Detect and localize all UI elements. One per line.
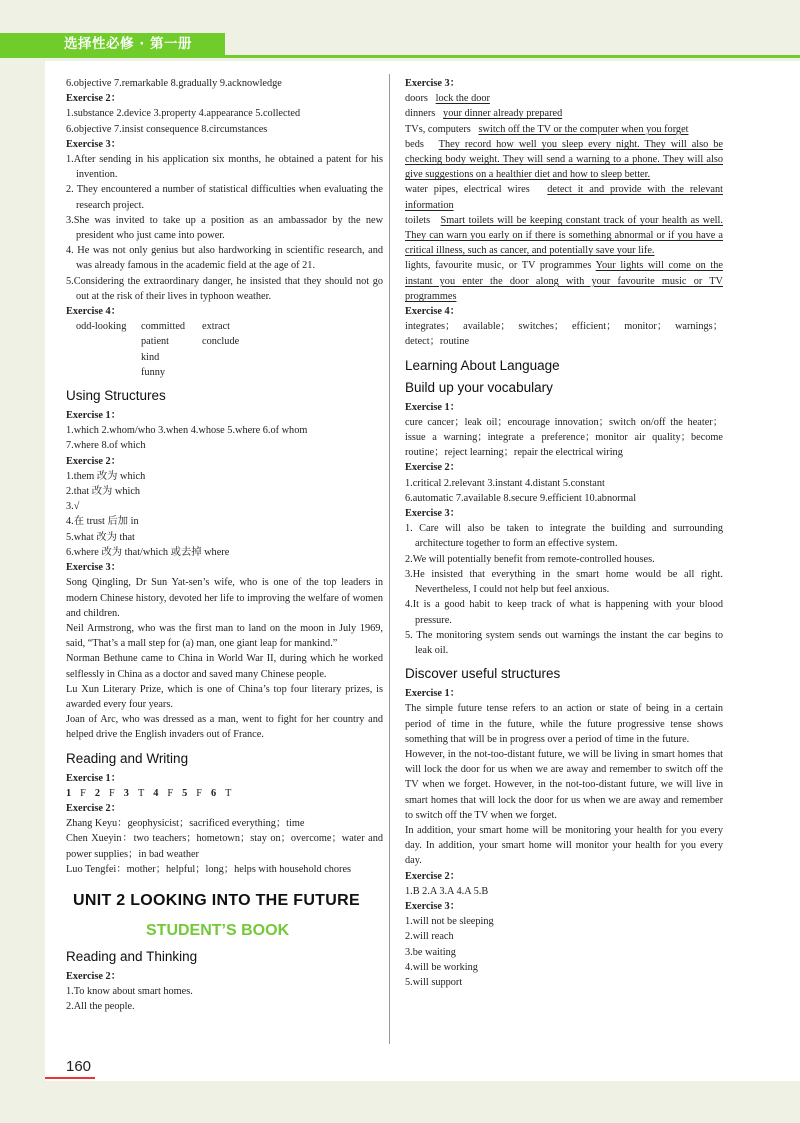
exercise-heading: Exercise 2： bbox=[66, 802, 121, 814]
device-key: toilets bbox=[405, 214, 431, 226]
word: committed bbox=[141, 321, 186, 333]
tf-value: F bbox=[196, 787, 203, 799]
device-answer: They record how well you sleep every night. They will also be checking body weight. They will send a warning to a phone. They will also give suggestions on a healthier diet and how to sleep better. bbox=[405, 138, 723, 181]
sentence: 2.We will potentially benefit from remote-controlled houses. bbox=[405, 553, 655, 565]
paragraph: Joan of Arc, who was dressed as a man, went to fight for her country and helped drive the English invaders out of France. bbox=[66, 714, 383, 741]
word bbox=[76, 365, 141, 380]
profile-line: Luo Tengfei：mother；helpful；long；helps with household chores bbox=[66, 863, 352, 875]
word-grid bbox=[66, 319, 383, 380]
section-learning-language: Learning About Language bbox=[405, 357, 560, 373]
correction-item: 4.在 trust 后加 in bbox=[66, 516, 139, 528]
device-answer: your dinner already prepared bbox=[443, 108, 563, 120]
paragraph: The simple future tense refers to an action or state of being in a certain period of time in the future, while the future progressive tense shows something that will be in progress over a period of time in the future. bbox=[405, 703, 723, 745]
tf-num: 5 bbox=[182, 787, 188, 799]
device-row bbox=[405, 258, 723, 304]
correction-item: 3.√ bbox=[66, 501, 80, 513]
device-row bbox=[405, 122, 723, 137]
exercise-heading: Exercise 3： bbox=[405, 78, 460, 89]
device-key: water pipes, electrical wires bbox=[405, 184, 530, 196]
answer-line: 6.objective 7.insist consequence 8.circumstances bbox=[66, 123, 268, 135]
device-key: beds bbox=[405, 138, 424, 150]
word: patient bbox=[141, 336, 170, 348]
sentence-5: 5.Considering the extraordinary danger, he insisted that they should not go out at the risk of their lives in typhoon weather. bbox=[66, 275, 383, 302]
sentence-3: 3.She was invited to take up a position as an ambassador by the new president who just came into power. bbox=[66, 214, 383, 242]
answer-item: 4.will be working bbox=[405, 961, 478, 973]
answer-line: 1.which 2.whom/who 3.when 4.whose 5.where 6.of whom bbox=[66, 425, 308, 437]
device-answer: lock the door bbox=[435, 93, 490, 105]
exercise-heading: Exercise 3： bbox=[405, 508, 460, 520]
answer-line: integrates； available； switches； efficient； monitor； warnings； detect；routine bbox=[405, 321, 723, 348]
exercise-heading: Exercise 4： bbox=[405, 306, 460, 318]
exercise-heading: Exercise 4： bbox=[66, 306, 121, 318]
tf-num: 2 bbox=[94, 787, 101, 799]
profile-line: Zhang Keyu：geophysicist；sacrificed everything；time bbox=[66, 818, 305, 830]
sentence: 4.It is a good habit to keep track of what is happening with your blood pressure. bbox=[405, 599, 723, 626]
answer-item: 1.will not be sleeping bbox=[405, 916, 494, 928]
answer-item: 3.be waiting bbox=[405, 946, 456, 958]
vocab-line: 6.objective 7.remarkable 8.gradually 9.acknowledge bbox=[66, 78, 282, 89]
tf-value: T bbox=[137, 787, 145, 799]
answer-line: 1.critical 2.relevant 3.instant 4.distant 5.constant bbox=[405, 477, 605, 489]
page-number-rule bbox=[45, 1077, 95, 1079]
tf-num: 4 bbox=[153, 787, 159, 799]
section-reading-writing: Reading and Writing bbox=[66, 750, 189, 766]
word: kind bbox=[141, 351, 160, 363]
device-answer: switch off the TV or the computer when you forget bbox=[478, 123, 689, 135]
tf-num: 6 bbox=[211, 787, 217, 799]
tf-num: 3 bbox=[123, 787, 129, 799]
answer-line: 2.All the people. bbox=[66, 1001, 135, 1013]
answer-item: 2.will reach bbox=[405, 931, 454, 943]
paragraph: Neil Armstrong, who was the first man to land on the moon in July 1969, said, “That’s a mall step for (a) man, one giant leap for mankind.” bbox=[66, 622, 383, 650]
exercise-heading: Exercise 1： bbox=[405, 401, 460, 413]
exercise-heading: Exercise 2： bbox=[405, 462, 460, 474]
unit-title: UNIT 2 LOOKING INTO THE FUTURE bbox=[73, 891, 360, 909]
tf-value: F bbox=[167, 787, 174, 799]
left-column bbox=[66, 76, 383, 1015]
answer-item: 5.will support bbox=[405, 976, 463, 988]
correction-item: 2.that 改为 which bbox=[66, 486, 141, 498]
device-answer: detect it and provide with the relevant information bbox=[405, 184, 723, 211]
exercise-heading: Exercise 3： bbox=[66, 138, 121, 150]
correction-item: 5.what 改为 that bbox=[66, 531, 135, 543]
section-using-structures: Using Structures bbox=[66, 388, 166, 404]
word bbox=[202, 350, 262, 365]
exercise-heading: Exercise 3： bbox=[405, 900, 460, 912]
device-key: doors bbox=[405, 93, 428, 105]
paragraph: Norman Bethune came to China in World War II, during which he worked selflessly in China as a doctor and saved many Chinese people. bbox=[66, 653, 383, 680]
sentence: 1. Care will also be taken to integrate the building and surrounding architecture together to form an effective system. bbox=[405, 523, 723, 550]
answer-line: 1.To know about smart homes. bbox=[66, 986, 193, 998]
book-title: 选择性必修 · 第一册 bbox=[64, 36, 193, 52]
tf-value: T bbox=[225, 787, 232, 799]
device-row bbox=[405, 137, 723, 183]
tf-num: 1 bbox=[66, 787, 72, 799]
answer-line: 7.where 8.of which bbox=[66, 440, 146, 452]
exercise-heading: Exercise 2： bbox=[405, 870, 460, 882]
sentence: 5. The monitoring system sends out warnings the instant the car begins to leak oil. bbox=[405, 629, 723, 656]
word: conclude bbox=[202, 336, 240, 348]
paragraph: Song Qingling, Dr Sun Yat-sen’s wife, who is one of the top leaders in modern Chinese history, devoted her life to improving the welfare of women and children. bbox=[66, 577, 383, 619]
word bbox=[202, 365, 262, 380]
device-answer: Your lights will come on the instant you enter the door along with your favourite music or TV programmes bbox=[405, 260, 723, 302]
paragraph: However, in the not-too-distant future, we will be living in smart homes that will lock the door for us when we are away and remember to switch off the TV when we forget. However, in the not-too-distant future, we will live in smart homes that will lock the door for us when we are away and remember to switch off the TV when we forget. bbox=[405, 748, 723, 821]
exercise-heading: Exercise 1： bbox=[405, 688, 460, 700]
right-column bbox=[405, 76, 723, 990]
tf-answers bbox=[66, 786, 383, 801]
device-key: dinners bbox=[405, 108, 436, 120]
exercise-heading: Exercise 2： bbox=[66, 93, 121, 105]
answer-line: cure cancer；leak oil；encourage innovation；switch on/off the heater；issue a warning；integrate a preference；monitor air quality；become routine；reject learning；repair the electrical wiring bbox=[405, 416, 723, 459]
word bbox=[76, 334, 141, 349]
exercise-heading: Exercise 1： bbox=[66, 772, 121, 784]
paragraph: In addition, your smart home will be monitoring your health for you every day. In addition, your smart home will monitor your health for you every day. bbox=[405, 824, 723, 867]
device-row bbox=[405, 213, 723, 259]
sentence-4: 4. He was not only genius but also hardworking in scientific research, and was already famous in the academic field at the age of 21. bbox=[66, 245, 383, 272]
device-row bbox=[405, 91, 723, 106]
sentence: 3.He insisted that everything in the smart home would be all right. Nevertheless, I could not help but feel anxious. bbox=[405, 568, 723, 596]
device-row bbox=[405, 106, 723, 121]
exercise-heading: Exercise 2： bbox=[66, 970, 121, 982]
answer-line: 1.substance 2.device 3.property 4.appearance 5.collected bbox=[66, 108, 301, 120]
device-answer: Smart toilets will be keeping constant track of your health as well. They can warn you early on if there is something abnormal or if you have a critical illness, such as cancer, and potentially save your life. bbox=[405, 214, 723, 257]
students-book-heading: STUDENT’S BOOK bbox=[146, 921, 290, 939]
profile-line: Chen Xueyin：two teachers；hometown；stay on；overcome；water and power supplies；in bad weather bbox=[66, 833, 383, 860]
header-rule bbox=[0, 55, 800, 58]
answer-line: 6.automatic 7.available 8.secure 9.efficient 10.abnormal bbox=[405, 492, 637, 504]
page-number: 160 bbox=[66, 1058, 92, 1075]
exercise-heading: Exercise 3： bbox=[66, 562, 121, 574]
sentence-1: 1.After sending in his application six months, he obtained a patent for his invention. bbox=[66, 154, 383, 181]
paragraph: Lu Xun Literary Prize, which is one of China’s top four literary prizes, is awarded every four years. bbox=[66, 683, 383, 710]
word: funny bbox=[141, 366, 166, 378]
exercise-heading: Exercise 1： bbox=[66, 410, 121, 422]
device-key: lights, favourite music, or TV programmes bbox=[405, 260, 592, 272]
column-divider bbox=[389, 74, 390, 1044]
word bbox=[76, 350, 141, 365]
word: extract bbox=[202, 321, 231, 333]
correction-item: 1.them 改为 which bbox=[66, 470, 146, 482]
subsection-vocabulary: Build up your vocabulary bbox=[405, 379, 553, 395]
answer-line: 1.B 2.A 3.A 4.A 5.B bbox=[405, 885, 489, 897]
subsection-structures: Discover useful structures bbox=[405, 666, 561, 682]
section-reading-thinking: Reading and Thinking bbox=[66, 948, 198, 964]
correction-item: 6.where 改为 that/which 或去掉 where bbox=[66, 546, 230, 558]
exercise-heading: Exercise 2： bbox=[66, 455, 121, 467]
word: odd-looking bbox=[76, 321, 127, 333]
device-row bbox=[405, 182, 723, 212]
device-key: TVs, computers bbox=[405, 123, 471, 135]
tf-value: F bbox=[80, 787, 86, 799]
tf-value: F bbox=[109, 787, 115, 799]
sentence-2: 2. They encountered a number of statistical difficulties when evaluating the research project. bbox=[66, 184, 383, 211]
